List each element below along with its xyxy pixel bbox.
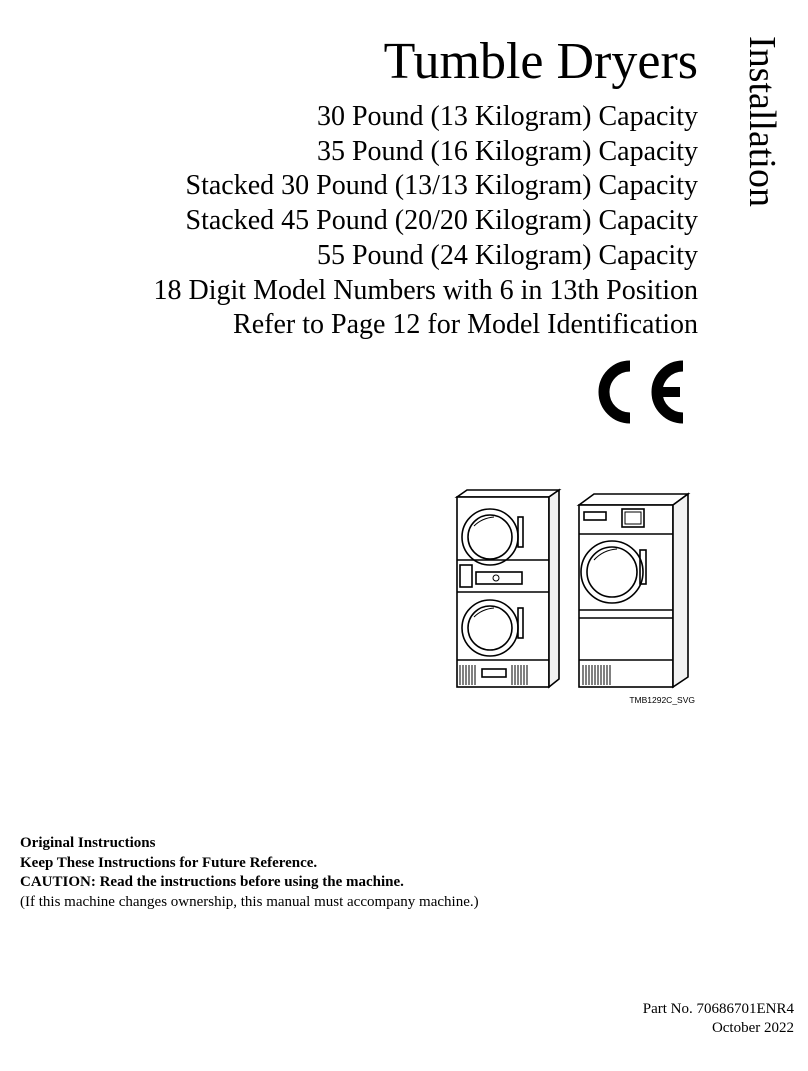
document-title: Tumble Dryers <box>383 33 698 90</box>
instructions-block <box>20 834 479 912</box>
ce-mark-icon <box>588 356 692 428</box>
section-tab <box>733 36 791 216</box>
capacity-line: Stacked 30 Pound (13/13 Kilogram) Capacity <box>185 170 698 202</box>
model-identification-note: Refer to Page 12 for Model Identification <box>233 309 698 341</box>
part-number: Part No. 70686701ENR4 <box>642 1001 794 1017</box>
footer <box>643 1000 794 1038</box>
capacity-line: 35 Pound (16 Kilogram) Capacity <box>316 135 698 167</box>
dryers-illustration <box>452 482 702 694</box>
figure-id: TMB1292C_SVG <box>629 695 695 705</box>
capacity-list <box>154 100 698 343</box>
ownership-note: (If this machine changes ownership, this manual must accompany machine.) <box>20 893 479 910</box>
original-instructions: Original Instructions <box>20 835 156 851</box>
capacity-line: Stacked 45 Pound (20/20 Kilogram) Capacity <box>185 205 698 237</box>
model-number-note: 18 Digit Model Numbers with 6 in 13th Position <box>153 274 698 306</box>
keep-instructions-note: Keep These Instructions for Future Reference. <box>20 854 318 871</box>
section-tab-label: Installation <box>741 36 783 207</box>
capacity-line: 30 Pound (13 Kilogram) Capacity <box>316 101 698 132</box>
capacity-line: 55 Pound (24 Kilogram) Capacity <box>316 239 698 271</box>
publication-date: October 2022 <box>711 1020 794 1036</box>
caution-note: CAUTION: Read the instructions before using the machine. <box>20 874 404 890</box>
